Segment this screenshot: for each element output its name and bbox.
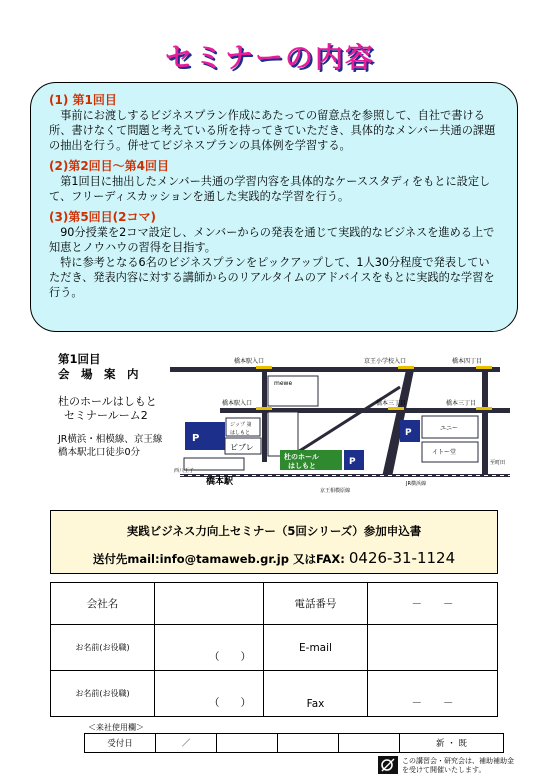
venue-map xyxy=(170,352,520,500)
parking-label-1: P xyxy=(192,433,200,444)
section-2 xyxy=(49,159,499,204)
fax-input[interactable]: － － xyxy=(368,671,498,717)
map-label-n3: 橋本四丁目 xyxy=(452,358,483,365)
section-2-body: 第1回目に抽出したメンバー共通の学習内容を具体的なケーススタディをもとに設定して、フリーディスカッションを通した実践的な学習を行う。 xyxy=(49,175,491,203)
venue-guide: 会 場 案 内 xyxy=(58,367,139,381)
organization-logo-icon xyxy=(378,756,398,774)
office-use-table xyxy=(84,733,504,753)
unny-label: ユニー xyxy=(440,425,459,432)
email-input[interactable] xyxy=(368,625,498,671)
footer-line-2: を受けて開催いたします。 xyxy=(402,766,486,774)
section-1-body: 事前にお渡しするビジネスプラン作成にあたっての留意点を参照して、自社で書ける所、書けなくて問題と考えている所を持ってきていただき、具体的なメンバー共通の課題の抽出を行う。併せてビジネスプランの具体例を学習する。 xyxy=(49,109,496,152)
bibre-label: ビブレ xyxy=(230,443,254,452)
new-old-select[interactable]: 新 ・ 既 xyxy=(400,734,504,753)
venue-access-walk: 橋本駅北口徒歩0分 xyxy=(58,447,141,458)
name-input-1[interactable]: （ ） xyxy=(155,625,264,671)
name-label-1: お名前(お役職) xyxy=(51,625,155,671)
venue-access-lines: JR横浜・相模線、京王線 xyxy=(58,434,163,445)
application-fax-number: 0426-31-1124 xyxy=(348,549,456,567)
section-3-body: 90分授業を2コマ設定し、メンバーからの発表を通じて実践的なビジネスを進める上で知恵とノウハウの習得を目指す。 特に参考となる6名のビジネスプランをピックアップして、1人30分程度で発表していただき、発表内容に対する講師からのリアルタイムのアドバイスをもとに実践的な学習を行う。 xyxy=(49,226,495,299)
footer-note xyxy=(402,757,514,775)
mewe-label: mewe xyxy=(274,380,293,387)
map-label-n1: 橋本駅入口 xyxy=(234,358,265,365)
hall-label-2: はしもと xyxy=(288,462,316,470)
office-cell-1[interactable] xyxy=(217,734,278,753)
railway-label: 京王相模原線 xyxy=(320,488,351,494)
hashimoto-small-label: はしもと xyxy=(230,430,251,436)
seminar-content-box xyxy=(30,82,518,332)
application-form xyxy=(50,582,498,717)
office-cell-2[interactable] xyxy=(278,734,339,753)
company-input[interactable] xyxy=(155,583,264,625)
ito-label: イトー堂 xyxy=(432,449,457,456)
name-label-2: お名前(お役職) xyxy=(51,671,155,717)
section-1-heading: (1) 第1回目 xyxy=(49,93,117,107)
west-label: 西八王子 xyxy=(174,468,195,474)
map-label-m1: 橋本駅入口 xyxy=(222,400,253,407)
footer-line-1: この講習会・研究会は、補助補助金 xyxy=(402,757,514,765)
parking-label-2: P xyxy=(349,457,356,467)
venue-info xyxy=(58,352,162,459)
parking-block-1 xyxy=(185,422,225,450)
section-1 xyxy=(49,93,499,153)
road-label: 至町田 xyxy=(490,460,506,466)
company-label: 会社名 xyxy=(51,583,155,625)
application-send-prefix: 送付先mail:info@tamaweb.gr.jp 又はFAX: xyxy=(92,552,345,566)
venue-room: セミナールーム2 xyxy=(64,409,148,422)
venue-session: 第1回目 xyxy=(58,352,101,366)
application-header xyxy=(50,510,498,574)
parking-label-3: P xyxy=(405,428,412,438)
station-label: 橋本駅 xyxy=(206,477,234,487)
page-title: セミナーの内容 xyxy=(164,41,375,74)
map-label-m2: 橋本三丁目 xyxy=(376,400,407,407)
section-2-heading: (2)第2回目～第4回目 xyxy=(49,159,170,173)
phone-label: 電話番号 xyxy=(264,583,368,625)
name-input-2[interactable]: （ ） xyxy=(155,671,264,717)
phone-input[interactable]: － － xyxy=(368,583,498,625)
jr-line-label: JR横浜線 xyxy=(406,481,426,487)
map-label-m3: 橋本三丁目 xyxy=(446,400,477,407)
office-cell-3[interactable] xyxy=(339,734,400,753)
section-3-heading: (3)第5回目(2コマ) xyxy=(49,210,156,224)
map-label-n2: 京王小学校入口 xyxy=(364,358,407,365)
received-date-label: 受付日 xyxy=(85,734,156,753)
venue-hall-name: 杜のホールはしもと xyxy=(58,395,157,408)
fax-label: Fax xyxy=(264,671,368,717)
application-title: 実践ビジネス力向上セミナー（5回シリーズ）参加申込書 xyxy=(126,524,422,538)
zip-label: ジップ 第 xyxy=(230,422,252,428)
office-use-label: ＜来社使用欄＞ xyxy=(88,723,144,732)
hall-label-1: 杜のホール xyxy=(284,453,319,461)
email-label: E-mail xyxy=(264,625,368,671)
received-date-input[interactable]: ／ xyxy=(156,734,217,753)
section-3 xyxy=(49,210,499,300)
